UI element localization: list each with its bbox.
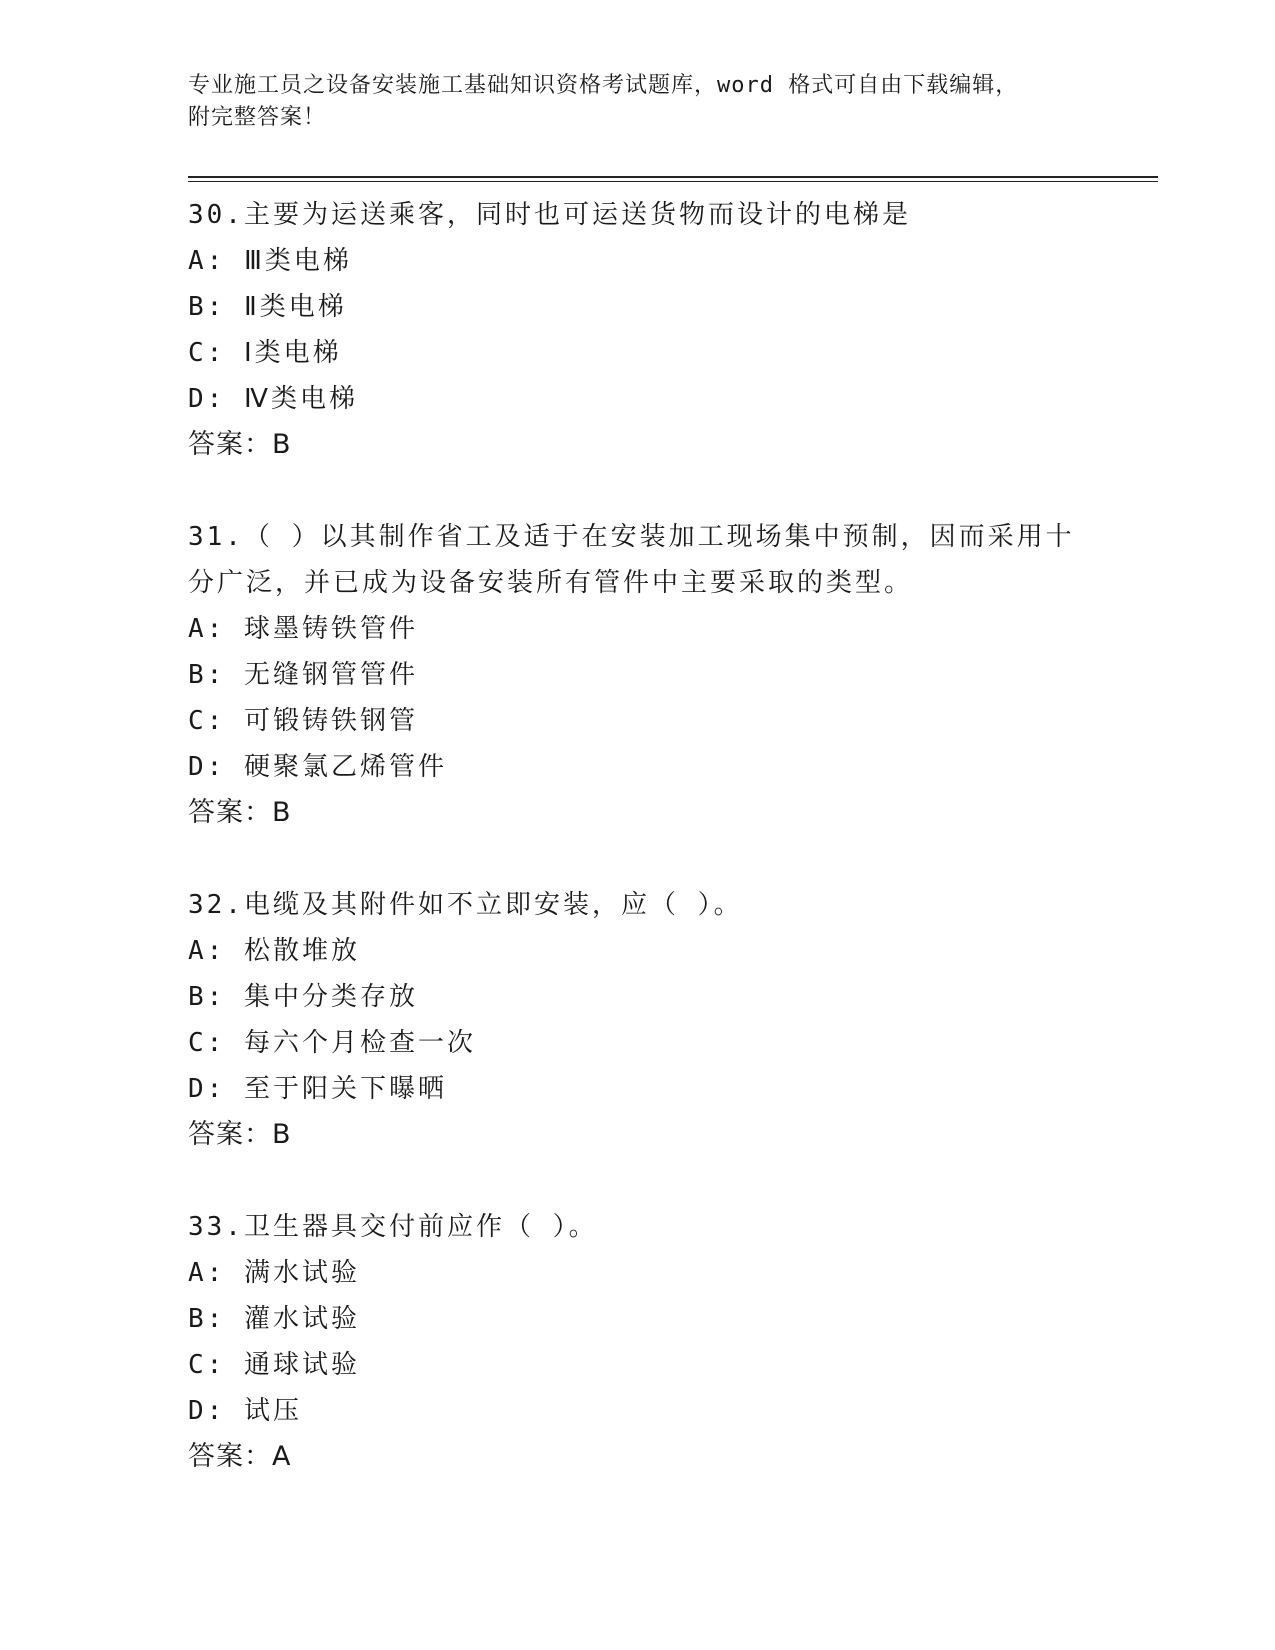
question-stem: 31.（ ）以其制作省工及适于在安装加工现场集中预制，因而采用十分广泛，并已成为设备安装所有管件中主要采取的类型。 <box>188 522 1075 598</box>
question-stem: 32.电缆及其附件如不立即安装，应（ ）。 <box>188 890 743 920</box>
option-c: C: 可锻铸铁钢管 <box>188 706 418 736</box>
question-stem: 30.主要为运送乘客，同时也可运送货物而设计的电梯是 <box>188 200 911 230</box>
question-stem: 33.卫生器具交付前应作（ ）。 <box>188 1212 598 1242</box>
option-b: B: 无缝钢管管件 <box>188 660 418 690</box>
answer-line: 答案：A <box>188 1441 292 1472</box>
document-header-line-2: 附完整答案！ <box>188 105 327 130</box>
header-divider <box>188 176 1158 182</box>
question-31 <box>188 514 1158 836</box>
question-32 <box>188 882 1158 1158</box>
option-b: B: 灌水试验 <box>188 1304 360 1334</box>
option-a: A: Ⅲ类电梯 <box>188 246 352 276</box>
question-30 <box>188 192 1158 468</box>
option-d: D: 试压 <box>188 1396 302 1426</box>
option-b: B: Ⅱ类电梯 <box>188 292 347 322</box>
answer-line: 答案：B <box>188 797 292 828</box>
option-c: C: 每六个月检查一次 <box>188 1028 476 1058</box>
option-a: A: 满水试验 <box>188 1258 360 1288</box>
document-page <box>188 70 1158 1480</box>
option-d: D: 至于阳关下曝晒 <box>188 1074 447 1104</box>
question-33 <box>188 1204 1158 1480</box>
option-b: B: 集中分类存放 <box>188 982 418 1012</box>
option-c: C: 通球试验 <box>188 1350 360 1380</box>
option-c: C: Ⅰ类电梯 <box>188 338 342 368</box>
option-d: D: Ⅳ类电梯 <box>188 384 358 414</box>
option-d: D: 硬聚氯乙烯管件 <box>188 752 447 782</box>
answer-line: 答案：B <box>188 429 292 460</box>
document-header-line-1: 专业施工员之设备安装施工基础知识资格考试题库，word 格式可自由下载编辑， <box>188 73 1019 98</box>
answer-line: 答案：B <box>188 1119 292 1150</box>
option-a: A: 球墨铸铁管件 <box>188 614 418 644</box>
option-a: A: 松散堆放 <box>188 936 360 966</box>
